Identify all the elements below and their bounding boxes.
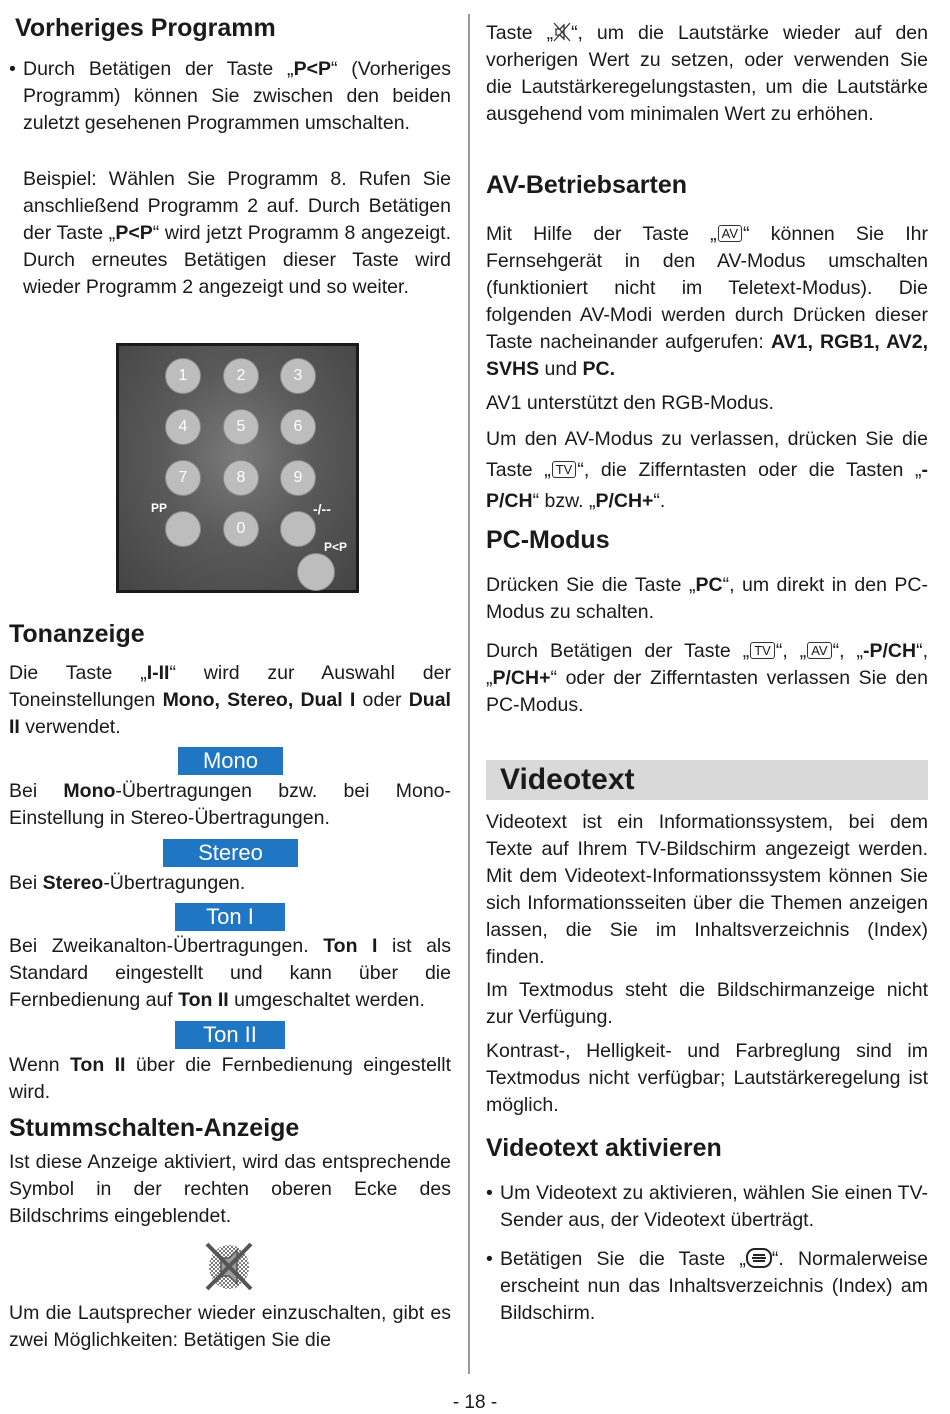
- badge-mono: Mono: [178, 747, 283, 775]
- heading-stummschalten: Stummschalten-Anzeige: [9, 1114, 300, 1142]
- remote-key-9: 9: [280, 460, 316, 496]
- remote-control-illustration: [116, 343, 359, 593]
- pc-exit-text: Durch Betätigen der Taste „ TV “, „ AV “, „-P/CH“, „P/CH+“ oder der Zifferntasten verlassen Sie den PC-Modus.: [486, 640, 928, 716]
- tv-key-icon-2: TV: [750, 642, 775, 659]
- pc-text: Drücken Sie die Taste „PC“, um direkt in den PC-Modus zu schalten.: [486, 574, 928, 623]
- mute-text: Ist diese Anzeige aktiviert, wird das entsprechende Symbol in der rechten oberen Ecke des Bildschrims eingeblendet.: [9, 1151, 451, 1227]
- mono-text: Bei Mono-Übertragungen bzw. bei Mono-Einstellung in Stereo-Übertragungen.: [9, 780, 451, 829]
- badge-ton-1: Ton I: [175, 903, 285, 931]
- remote-key-8: 8: [223, 460, 259, 496]
- page-number: - 18 -: [452, 1392, 498, 1413]
- prev-program-example: Beispiel: Wählen Sie Programm 8. Rufen Sie anschließend Programm 2 auf. Durch Betätigen der Taste „P<P“ wird jetzt Programm 8 angezeigt. Durch erneutes Betätigen dieser Taste wird wieder Programm 2 angezeigt und so weiter.: [23, 168, 451, 298]
- badge-ton-2: Ton II: [175, 1021, 285, 1049]
- heading-videotext-aktivieren: Videotext aktivieren: [486, 1134, 722, 1162]
- column-divider: [468, 14, 470, 1374]
- remote-label-dash: -/--: [313, 501, 331, 517]
- heading-pc-modus: PC-Modus: [486, 526, 610, 554]
- remote-key-pp: [165, 511, 201, 547]
- heading-tonanzeige: Tonanzeige: [9, 620, 145, 648]
- remote-key-6: 6: [280, 409, 316, 445]
- badge-stereo: Stereo: [163, 839, 298, 867]
- heading-videotext: Videotext: [500, 763, 635, 796]
- vta-bullet-1: • Um Videotext zu aktivieren, wählen Sie einen TV-Sender aus, der Videotext überträgt.: [486, 1180, 928, 1234]
- videotext-text-1: Videotext ist ein Informationssystem, bei dem Texte auf Ihrem TV-Bildschirm angezeigt werden. Mit dem Videotext-Informationssystem können Sie sich Informationsseiten über die Themen anzeigen lassen, die Sie im Inhaltsverzeichnis (Index) finden.: [486, 811, 928, 968]
- videotext-text-3: Kontrast-, Helligkeit- und Farbreglung sind im Textmodus nicht verfügbar; Lautstärkeregelung ist möglich.: [486, 1040, 928, 1116]
- mute-continued-text: Taste „ “, um die Lautstärke wieder auf den vorherigen Wert zu setzen, oder verwenden Sie die Lautstärkeregelungstasten, um die Lautstärke ausgehend vom minimalen Wert zu erhöhen.: [486, 22, 928, 125]
- ton1-text: Bei Zweikanalton-Übertragungen. Ton I ist als Standard eingestellt und kann über die Fernbedienung auf Ton II umgeschaltet werden.: [9, 935, 452, 1011]
- tv-key-icon: TV: [552, 461, 577, 478]
- videotext-section-header: [486, 760, 928, 800]
- prev-program-bullet: • Durch Betätigen der Taste „P<P“ (Vorheriges Programm) können Sie zwischen den beiden zuletzt gesehenen Programmen umschalten.: [9, 56, 451, 137]
- heading-av-betriebsarten: AV-Betriebsarten: [486, 171, 687, 199]
- av-key-icon-2: AV: [807, 642, 831, 659]
- speaker-text: Um die Lautsprecher wieder einzuschalten, gibt es zwei Möglichkeiten: Betätigen Sie die: [9, 1302, 451, 1351]
- remote-label-pp: PP: [151, 501, 168, 515]
- av-key-icon: AV: [718, 225, 742, 242]
- remote-key-2: 2: [223, 358, 259, 394]
- remote-key-p-prev: [297, 553, 335, 591]
- av-exit-text: Um den AV-Modus zu verlassen, drücken Sie die Taste „ TV “, die Zifferntasten oder die Tasten „-P/CH“ bzw. „P/CH+“.: [486, 428, 928, 512]
- av-text: Mit Hilfe der Taste „ AV “ können Sie Ihr Fernsehgerät in den AV-Modus umschalten (funktioniert nicht im Teletext-Modus). Die folgenden AV-Modi werden durch Drücken dieser Taste nacheinander aufgerufen: AV1, RGB1, AV2, SVHS und PC.: [486, 223, 929, 380]
- remote-key-3: 3: [280, 358, 316, 394]
- remote-key-5: 5: [223, 409, 259, 445]
- av-rgb-text: AV1 unterstützt den RGB-Modus.: [486, 392, 774, 414]
- videotext-text-2: Im Textmodus steht die Bildschirmanzeige nicht zur Verfügung.: [486, 979, 928, 1028]
- vta-bullet-2: • Betätigen Sie die Taste „ “. Normalerweise erscheint nun das Inhaltsverzeichnis (Index) am Bildschirm.: [486, 1246, 928, 1327]
- remote-key-1: 1: [165, 358, 201, 394]
- remote-label-p-prev: P<P: [324, 540, 348, 554]
- teletext-key-icon: [746, 1248, 772, 1268]
- mute-key-icon: [553, 22, 571, 42]
- heading-vorheriges-programm: Vorheriges Programm: [15, 14, 276, 42]
- remote-key-dash: [280, 511, 316, 547]
- ton-text: Die Taste „I-II“ wird zur Auswahl der Toneinstellungen Mono, Stereo, Dual I oder Dual II verwendet.: [9, 662, 451, 738]
- stereo-text: Bei Stereo-Übertragungen.: [9, 872, 246, 894]
- remote-key-7: 7: [165, 460, 201, 496]
- mute-symbol-icon: [201, 1240, 257, 1293]
- remote-key-0: 0: [223, 511, 259, 547]
- ton2-text: Wenn Ton II über die Fernbedienung eingestellt wird.: [9, 1054, 451, 1103]
- remote-key-4: 4: [165, 409, 201, 445]
